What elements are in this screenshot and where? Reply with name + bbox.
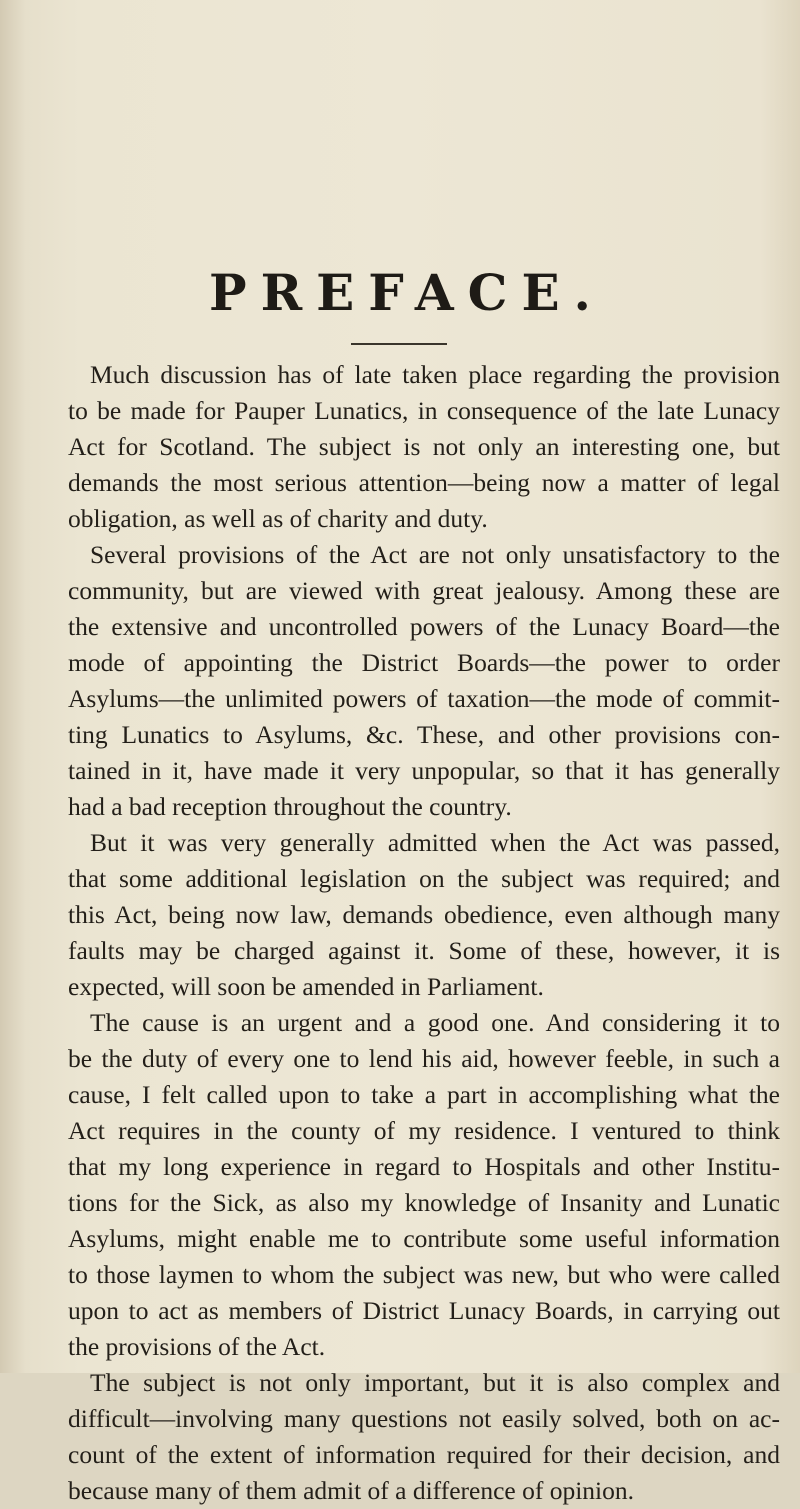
text-line: faults may be charged against it. Some of these, however, it is xyxy=(68,936,780,965)
text-line: Much discussion has of late taken place regarding the provision xyxy=(90,360,780,389)
text-line: community, but are viewed with great jealousy. Among these are xyxy=(68,576,780,605)
text-line: Asylums, might enable me to contribute some useful information xyxy=(68,1224,780,1253)
text-line: had a bad reception throughout the country. xyxy=(68,792,512,821)
text-line: that some additional legislation on the subject was required; and xyxy=(68,864,780,893)
text-line: Act for Scotland. The subject is not only an interesting one, but xyxy=(68,432,780,461)
preface-body xyxy=(68,357,780,1509)
text-line: be the duty of every one to lend his aid, however feeble, in such a xyxy=(68,1044,780,1073)
text-line: The subject is not only important, but it is also complex and xyxy=(90,1368,780,1397)
text-line: ting Lunatics to Asylums, &c. These, and other provisions con- xyxy=(68,720,780,749)
text-line: Asylums—the unlimited powers of taxation—the mode of commit- xyxy=(68,684,780,713)
text-line: Act requires in the county of my residence. I ventured to think xyxy=(68,1116,780,1145)
text-line: difficult—involving many questions not easily solved, both on ac- xyxy=(68,1404,780,1433)
text-line: obligation, as well as of charity and duty. xyxy=(68,504,488,533)
text-line: mode of appointing the District Boards—the power to order xyxy=(68,648,780,677)
text-line: demands the most serious attention—being now a matter of legal xyxy=(68,468,780,497)
text-line: But it was very generally admitted when the Act was passed, xyxy=(90,828,780,857)
text-line: the extensive and uncontrolled powers of the Lunacy Board—the xyxy=(68,612,780,641)
title-rule xyxy=(351,343,447,345)
text-line: expected, will soon be amended in Parliament. xyxy=(68,972,544,1001)
text-line: upon to act as members of District Lunacy Boards, in carrying out xyxy=(68,1296,780,1325)
text-line: because many of them admit of a difference of opinion. xyxy=(68,1476,634,1505)
text-line: Several provisions of the Act are not only unsatisfactory to the xyxy=(90,540,780,569)
text-line: tained in it, have made it very unpopular, so that it has generally xyxy=(68,756,780,785)
text-line: tions for the Sick, as also my knowledge of Insanity and Lunatic xyxy=(68,1188,780,1217)
text-line: this Act, being now law, demands obedience, even although many xyxy=(68,900,780,929)
text-line: the provisions of the Act. xyxy=(68,1332,326,1361)
text-line: that my long experience in regard to Hospitals and other Institu- xyxy=(68,1152,780,1181)
text-line: The cause is an urgent and a good one. And considering it to xyxy=(90,1008,780,1037)
text-line: count of the extent of information required for their decision, and xyxy=(68,1440,780,1469)
text-line: cause, I felt called upon to take a part in accomplishing what the xyxy=(68,1080,780,1109)
page-title: PREFACE. xyxy=(209,263,605,322)
text-line: to be made for Pauper Lunatics, in consequence of the late Lunacy xyxy=(68,396,780,425)
text-line: to those laymen to whom the subject was new, but who were called xyxy=(68,1260,780,1289)
